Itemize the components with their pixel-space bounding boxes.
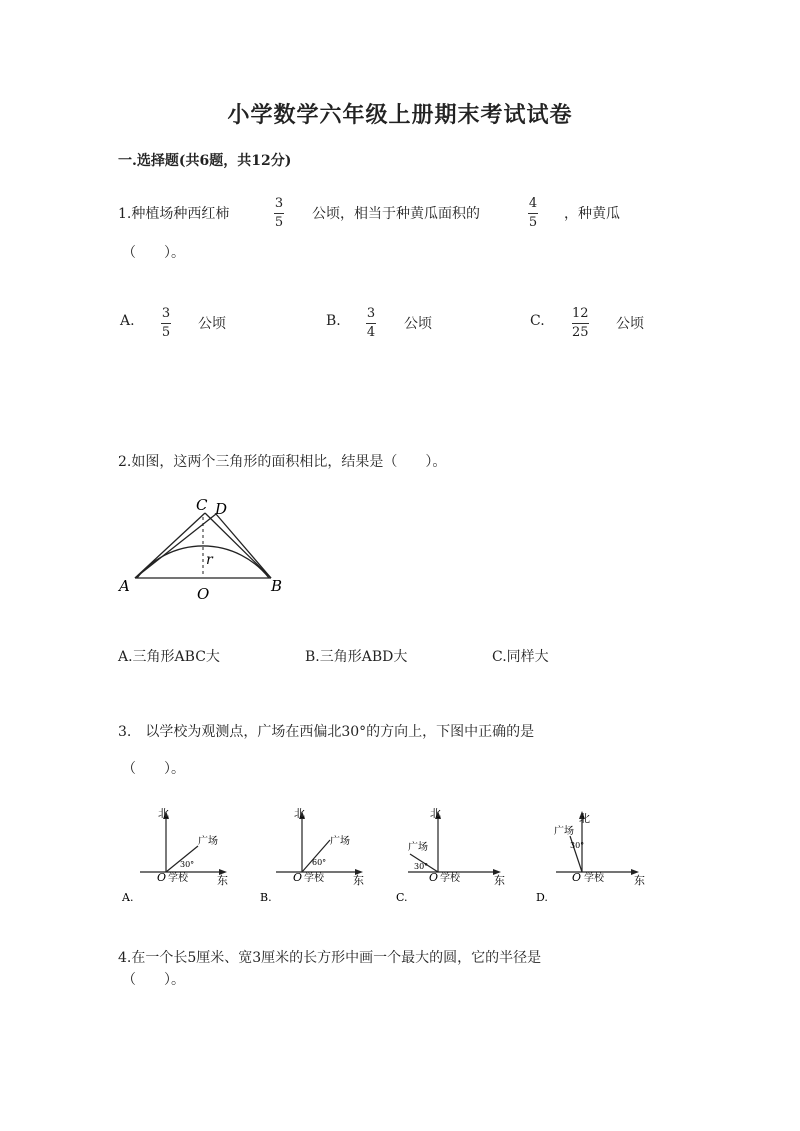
q1-fraction-2 — [528, 196, 538, 231]
q3-figure-a — [118, 806, 243, 906]
q2-option-a: A.三角形ABC大 — [118, 649, 220, 665]
denominator: 25 — [572, 325, 589, 340]
q2-option-c: C.同样大 — [492, 649, 549, 665]
square-label: 广场 — [554, 826, 574, 837]
q1-option-b-label: B. — [326, 313, 341, 329]
east-label: 东 — [353, 874, 364, 887]
origin-label: O — [429, 871, 439, 884]
angle-label: 60° — [312, 858, 327, 867]
denominator: 5 — [161, 325, 171, 340]
q1-option-a-fraction — [161, 306, 171, 341]
q1-option-c-label: C. — [530, 313, 545, 329]
square-label: 广场 — [408, 842, 428, 853]
numerator: 3 — [366, 306, 376, 321]
radius-label: r — [206, 552, 213, 568]
square-label: 广场 — [330, 836, 350, 847]
q1-text-part1: 1.种植场种西红柿 — [118, 206, 230, 222]
origin-label: O — [572, 871, 582, 884]
point-o-label: O — [197, 585, 210, 603]
q2-option-b: B.三角形ABD大 — [305, 649, 408, 665]
point-a-label: A — [119, 577, 130, 595]
point-b-label: B — [271, 577, 283, 595]
q1-f1-denominator: 5 — [274, 215, 284, 230]
q3-text: 3. 以学校为观测点，广场在西偏北30°的方向上，下图中正确的是 — [118, 724, 535, 740]
q3-figure-c — [392, 806, 517, 906]
angle-label: 30° — [414, 862, 429, 871]
figure-letter: D. — [536, 891, 548, 904]
north-label: 北 — [294, 807, 305, 820]
q1-option-a-label: A. — [120, 313, 135, 329]
q3-answer-paren: （ ）。 — [122, 761, 185, 777]
point-c-label: C — [196, 496, 208, 514]
q2-semicircle-figure — [115, 495, 295, 605]
figure-letter: C. — [396, 891, 408, 904]
school-label: 学校 — [304, 873, 324, 884]
page-title: 小学数学六年级上册期末考试试卷 — [227, 102, 573, 128]
east-label: 东 — [494, 874, 505, 887]
point-d-label: D — [215, 500, 228, 518]
figure-letter: B. — [260, 891, 272, 904]
school-label: 学校 — [584, 873, 604, 884]
q1-f2-numerator: 4 — [528, 196, 538, 211]
q1-fraction-1 — [274, 196, 284, 231]
origin-label: O — [157, 871, 167, 884]
school-label: 学校 — [440, 873, 460, 884]
east-label: 东 — [217, 874, 228, 887]
angle-label: 30° — [570, 841, 585, 850]
q1-option-b-unit: 公顷 — [404, 316, 432, 332]
q3-figure-d — [530, 806, 655, 906]
q1-option-b-fraction — [366, 306, 376, 341]
q1-f1-numerator: 3 — [274, 196, 284, 211]
q1-option-c-unit: 公顷 — [616, 316, 644, 332]
q3-figure-b — [256, 806, 381, 906]
east-label: 东 — [634, 874, 645, 887]
north-label: 北 — [579, 812, 590, 825]
q1-f2-denominator: 5 — [528, 215, 538, 230]
q1-text-part2: 公顷，相当于种黄瓜面积的 — [312, 206, 480, 222]
numerator: 3 — [161, 306, 171, 321]
origin-label: O — [293, 871, 303, 884]
north-label: 北 — [158, 807, 169, 820]
denominator: 4 — [366, 325, 376, 340]
school-label: 学校 — [168, 873, 188, 884]
q4-answer-paren: （ ）。 — [122, 972, 185, 988]
q1-option-c-fraction — [572, 306, 589, 341]
section-heading: 一.选择题(共6题，共12分) — [118, 153, 292, 169]
q1-answer-paren: （ ）。 — [122, 245, 185, 261]
figure-letter: A. — [122, 891, 134, 904]
q1-text-part3: ，种黄瓜 — [564, 206, 620, 222]
north-label: 北 — [430, 807, 441, 820]
q4-text: 4.在一个长5厘米、宽3厘米的长方形中画一个最大的圆，它的半径是 — [118, 950, 542, 966]
numerator: 12 — [572, 306, 589, 321]
q2-text: 2.如图，这两个三角形的面积相比，结果是（ ）。 — [118, 454, 447, 470]
square-label: 广场 — [198, 836, 218, 847]
angle-label: 30° — [180, 860, 195, 869]
q1-option-a-unit: 公顷 — [198, 316, 226, 332]
